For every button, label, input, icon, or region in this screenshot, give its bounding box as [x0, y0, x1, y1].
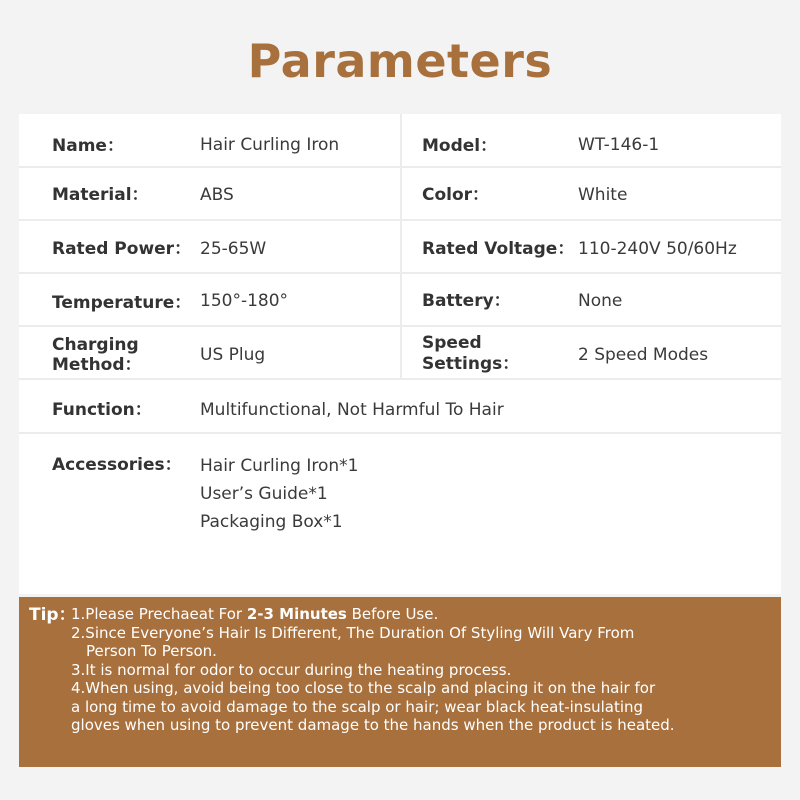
- charging-method-value: US Plug: [200, 345, 266, 365]
- speed-settings-value: 2 Speed Modes: [578, 345, 709, 365]
- tip-line-3: 3.It is normal for odor to occur during the heating process.: [71, 660, 512, 679]
- page-title: Parameters: [247, 34, 553, 88]
- function-value: Multifunctional, Not Harmful To Hair: [200, 400, 504, 420]
- tip-line-4a: 4.When using, avoid being too close to the scalp and placing it on the hair for: [71, 679, 656, 697]
- tip-line-4b: a long time to avoid damage to the scalp or hair; wear black heat-insulating: [71, 697, 644, 716]
- rated-power-label: Rated Power：: [52, 239, 192, 259]
- model-label: Model：: [422, 136, 498, 156]
- battery-label: Battery：: [422, 291, 511, 311]
- name-label: Name：: [52, 136, 124, 156]
- tip-emphasis: 2-3 Minutes: [246, 605, 347, 623]
- rated-voltage-label: Rated Voltage：: [422, 239, 575, 259]
- list-item: User’s Guide*1: [200, 484, 328, 504]
- material-label: Material：: [52, 185, 149, 205]
- rated-voltage-value: 110-240V 50/60Hz: [578, 239, 737, 259]
- tip-box: [19, 597, 781, 767]
- table-row: [19, 168, 781, 221]
- table-row: [19, 380, 781, 434]
- list-item: Hair Curling Iron*1: [200, 456, 359, 476]
- battery-value: None: [578, 291, 623, 311]
- tip-line-2a: 2.Since Everyone’s Hair Is Different, The Duration Of Styling Will Vary From: [71, 623, 635, 642]
- tip-line-2b: Person To Person.: [86, 642, 217, 660]
- tip-label: Tip：: [29, 605, 76, 625]
- rated-power-value: 25-65W: [200, 239, 267, 259]
- material-value: ABS: [200, 185, 234, 205]
- model-value: WT-146-1: [578, 135, 660, 155]
- speed-settings-label-line2: Settings：: [422, 354, 520, 374]
- table-row: [19, 327, 781, 380]
- temperature-label: Temperature：: [52, 293, 192, 313]
- tip-line-4c: gloves when using to prevent damage to the hands when the product is heated.: [71, 716, 675, 734]
- color-label: Color：: [422, 185, 490, 205]
- color-value: White: [578, 185, 628, 205]
- table-row: [19, 274, 781, 327]
- tip-text: [71, 605, 771, 735]
- accessories-list: [200, 452, 359, 536]
- temperature-value: 150°-180°: [200, 291, 289, 311]
- tip-line-1: 1.Please Prechaeat For 2-3 Minutes Before Use.: [71, 605, 439, 623]
- function-label: Function：: [52, 400, 152, 420]
- table-row: [19, 114, 781, 168]
- speed-settings-label-line1: Speed: [422, 333, 482, 353]
- charging-method-label-line2: Method：: [52, 355, 142, 375]
- accessories-label: Accessories：: [52, 455, 182, 475]
- name-value: Hair Curling Iron: [200, 135, 340, 155]
- list-item: Packaging Box*1: [200, 512, 343, 532]
- table-row: [19, 221, 781, 274]
- charging-method-label-line1: Charging: [52, 335, 139, 355]
- parameters-table: [19, 114, 781, 594]
